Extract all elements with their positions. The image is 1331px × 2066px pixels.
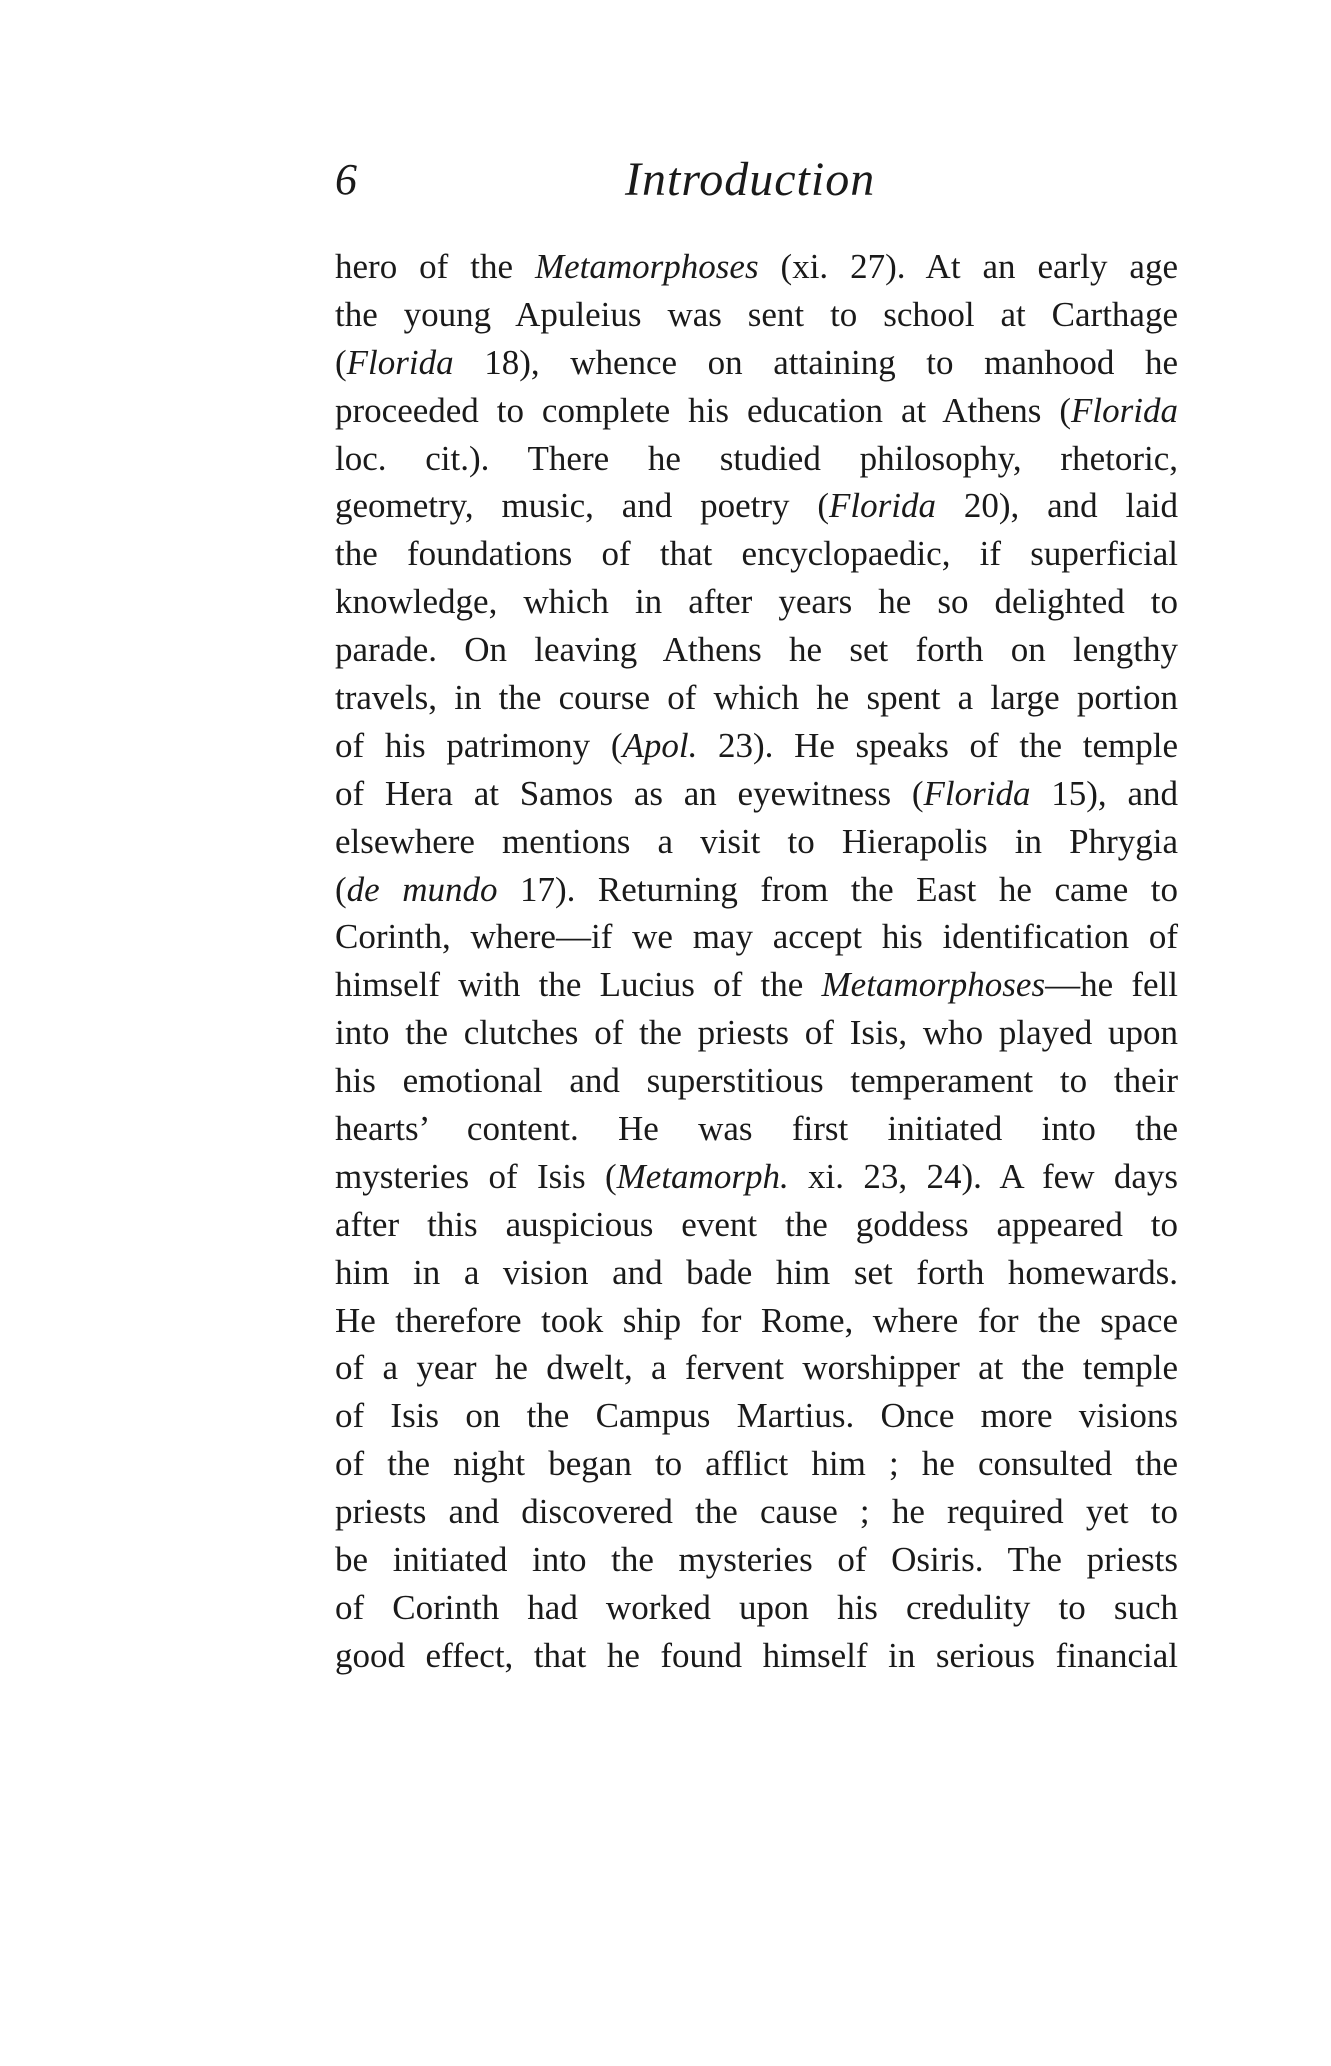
- italic-citation: de mundo: [346, 869, 498, 909]
- text-run: good effect, that he found himself in serious financial: [335, 1635, 1178, 1675]
- text-run: proceeded to complete his education at Athens (: [335, 390, 1072, 430]
- text-run: 23). He speaks of the temple: [697, 725, 1178, 765]
- italic-citation: Metamorphoses: [534, 247, 759, 286]
- text-line: [335, 339, 1178, 387]
- running-head: [335, 150, 1185, 210]
- text-line: [335, 243, 1178, 291]
- text-run: elsewhere mentions a visit to Hierapolis in Phrygia: [335, 821, 1178, 861]
- text-run: of a year he dwelt, a fervent worshipper at the temple: [335, 1348, 1178, 1388]
- text-run: the foundations of that encyclopaedic, if superficial: [335, 534, 1178, 574]
- text-line: [335, 722, 1178, 770]
- italic-citation: Florida: [829, 486, 936, 526]
- text-line: [335, 1632, 1178, 1680]
- text-line: [335, 1297, 1178, 1345]
- text-run: him in a vision and bade him set forth homewards.: [335, 1252, 1178, 1292]
- text-run: hero of the: [335, 247, 535, 286]
- text-line: [335, 482, 1178, 530]
- text-line: [335, 961, 1178, 1009]
- text-run: geometry, music, and poetry (: [335, 486, 830, 526]
- text-line: [335, 818, 1178, 866]
- text-run: 17). Returning from the East he came to: [497, 869, 1178, 909]
- text-run: (xi. 27). At an early age: [758, 247, 1178, 286]
- text-run: travels, in the course of which he spent a large portion: [335, 678, 1178, 718]
- text-run: of the night began to afflict him ; he consulted the: [335, 1444, 1178, 1484]
- text-line: [335, 866, 1178, 914]
- italic-citation: Florida: [923, 773, 1031, 813]
- text-run: xi. 23, 24). A few days: [788, 1156, 1178, 1196]
- chapter-title: Introduction: [625, 153, 876, 206]
- text-run: Corinth, where—if we may accept his identification of: [335, 917, 1178, 957]
- text-line: [335, 1488, 1178, 1536]
- text-run: mysteries of Isis (: [335, 1156, 617, 1196]
- text-line: [335, 913, 1178, 961]
- text-run: of Isis on the Campus Martius. Once more visions: [335, 1396, 1178, 1436]
- text-run: his emotional and superstitious temperament to their: [335, 1061, 1178, 1101]
- text-run: the young Apuleius was sent to school at Carthage: [335, 294, 1178, 334]
- text-line: [335, 770, 1178, 818]
- text-line: [335, 578, 1178, 626]
- italic-citation: Metamorphoses: [821, 965, 1046, 1005]
- text-run: knowledge, which in after years he so delighted to: [335, 582, 1178, 622]
- text-line: [335, 1536, 1178, 1584]
- text-run: He therefore took ship for Rome, where for the space: [335, 1300, 1178, 1340]
- text-run: (: [335, 342, 347, 382]
- text-line: [335, 435, 1178, 483]
- text-run: 15), and: [1030, 773, 1178, 813]
- italic-citation: Metamorph.: [616, 1156, 789, 1196]
- text-run: (: [335, 869, 347, 909]
- text-line: [335, 530, 1178, 578]
- text-run: himself with the Lucius of the: [335, 965, 822, 1005]
- italic-citation: Florida: [1071, 390, 1178, 430]
- text-line: [335, 291, 1178, 339]
- text-run: into the clutches of the priests of Isis, who played upon: [335, 1013, 1178, 1053]
- text-run: —he fell: [1045, 965, 1178, 1005]
- text-line: [335, 1344, 1178, 1392]
- text-line: [335, 1201, 1178, 1249]
- text-line: [335, 1440, 1178, 1488]
- text-line: [335, 674, 1178, 722]
- italic-citation: Apol.: [622, 725, 698, 765]
- text-run: be initiated into the mysteries of Osiris. The priests: [335, 1540, 1178, 1580]
- body-text: [335, 243, 1178, 1680]
- text-line: [335, 1009, 1178, 1057]
- text-line: [335, 1057, 1178, 1105]
- text-run: loc. cit.). There he studied philosophy, rhetoric,: [335, 438, 1178, 478]
- text-run: of Hera at Samos as an eyewitness (: [335, 773, 924, 813]
- text-run: priests and discovered the cause ; he required yet to: [335, 1492, 1178, 1532]
- text-line: [335, 387, 1178, 435]
- text-run: 18), whence on attaining to manhood he: [453, 342, 1178, 382]
- text-line: [335, 1584, 1178, 1632]
- text-line: [335, 1249, 1178, 1297]
- text-run: hearts’ content. He was first initiated into the: [335, 1109, 1178, 1149]
- text-line: [335, 626, 1178, 674]
- text-run: parade. On leaving Athens he set forth on lengthy: [335, 630, 1178, 670]
- italic-citation: Florida: [346, 342, 454, 382]
- text-run: of his patrimony (: [335, 725, 623, 765]
- page-number: 6: [335, 155, 357, 204]
- text-run: after this auspicious event the goddess appeared to: [335, 1204, 1178, 1244]
- text-line: [335, 1153, 1178, 1201]
- text-line: [335, 1105, 1178, 1153]
- text-run: 20), and laid: [936, 486, 1178, 526]
- text-line: [335, 1392, 1178, 1440]
- text-run: of Corinth had worked upon his credulity to such: [335, 1587, 1178, 1627]
